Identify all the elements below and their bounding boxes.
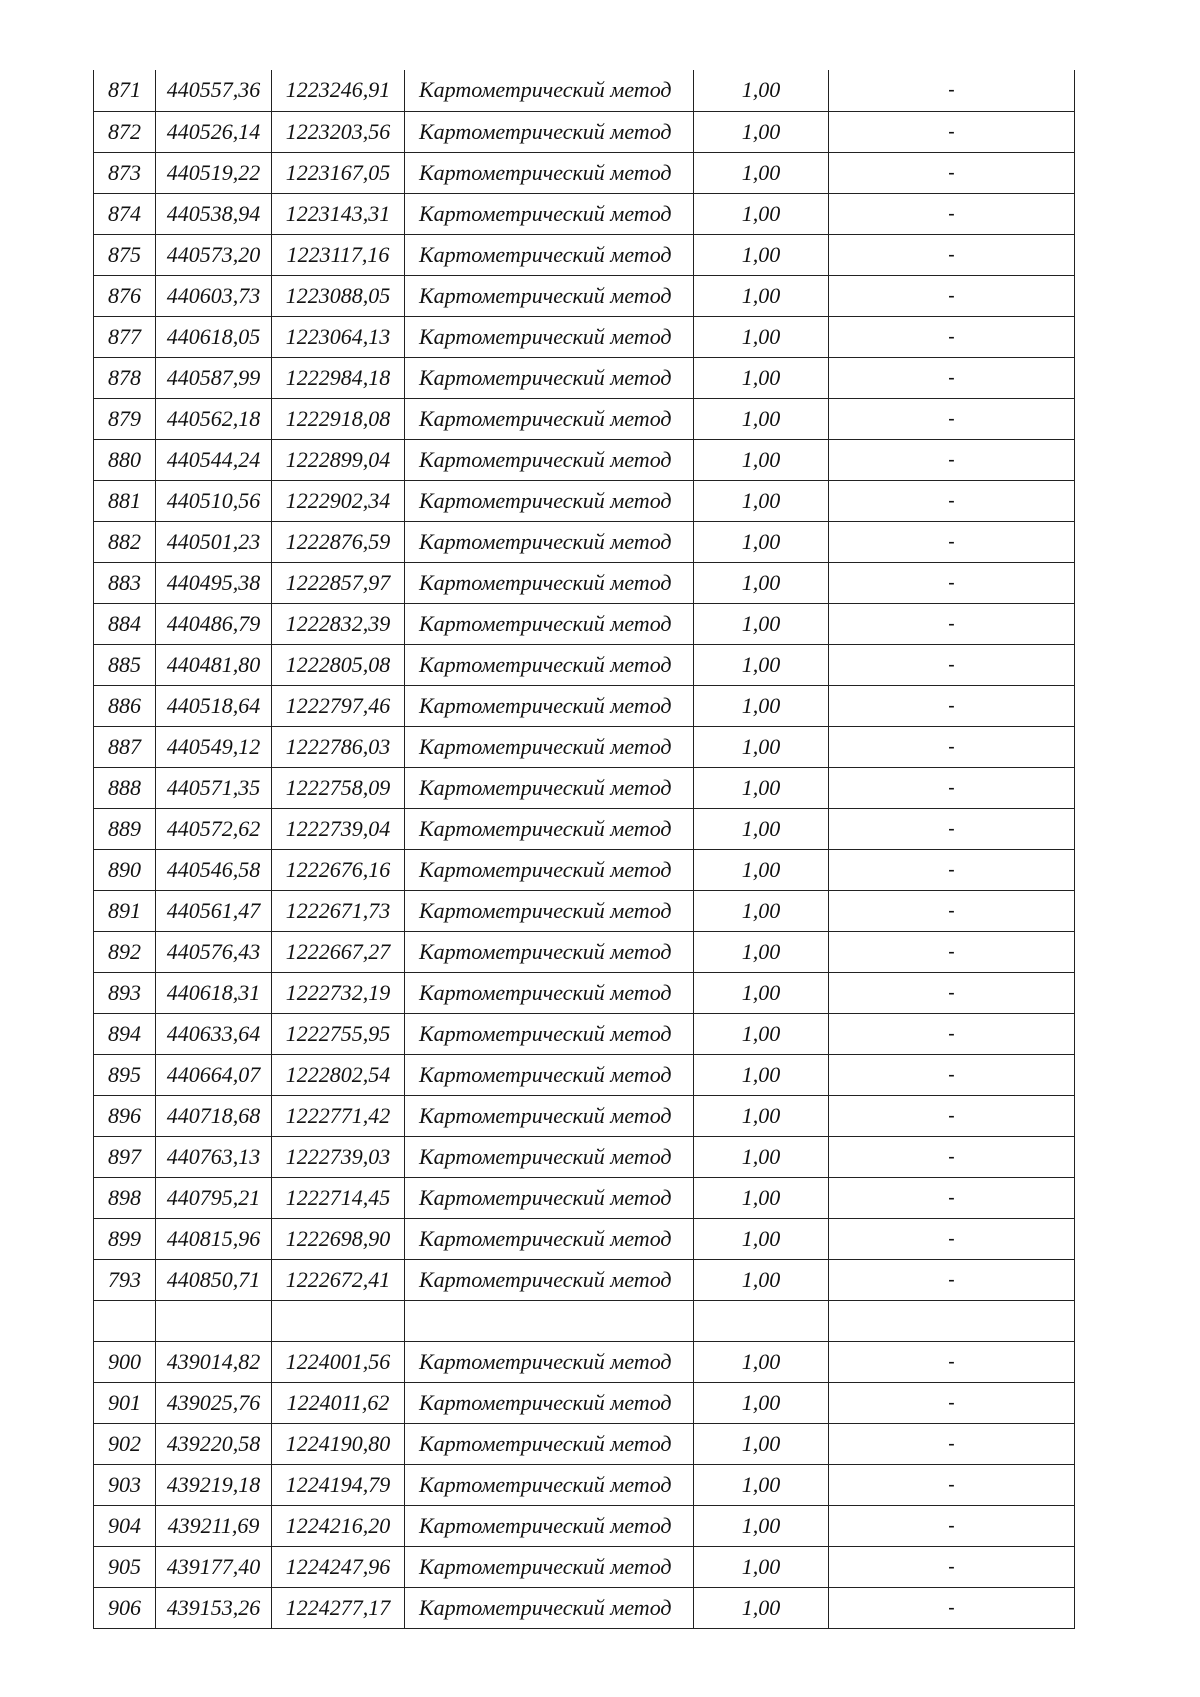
accuracy-cell: 1,00	[694, 1341, 829, 1382]
y-coordinate-cell: 1222732,19	[272, 972, 405, 1013]
table-row	[94, 275, 1075, 316]
method-cell: Картометрический метод	[405, 808, 694, 849]
x-coordinate-cell: 440763,13	[156, 1136, 272, 1177]
point-number-cell: 898	[94, 1177, 156, 1218]
y-coordinate-cell: 1223064,13	[272, 316, 405, 357]
x-coordinate-cell: 440795,21	[156, 1177, 272, 1218]
point-number-cell: 895	[94, 1054, 156, 1095]
method-cell: Картометрический метод	[405, 562, 694, 603]
method-cell: Картометрический метод	[405, 644, 694, 685]
method-cell: Картометрический метод	[405, 1546, 694, 1587]
point-number-cell: 886	[94, 685, 156, 726]
x-coordinate-cell: 440549,12	[156, 726, 272, 767]
accuracy-cell: 1,00	[694, 480, 829, 521]
accuracy-cell: 1,00	[694, 1423, 829, 1464]
x-coordinate-cell: 439177,40	[156, 1546, 272, 1587]
accuracy-cell: 1,00	[694, 70, 829, 111]
method-cell	[405, 1300, 694, 1341]
point-number-cell: 879	[94, 398, 156, 439]
note-cell: -	[829, 808, 1075, 849]
x-coordinate-cell: 440526,14	[156, 111, 272, 152]
point-number-cell: 883	[94, 562, 156, 603]
table-row	[94, 562, 1075, 603]
table-row	[94, 439, 1075, 480]
x-coordinate-cell: 439219,18	[156, 1464, 272, 1505]
point-number-cell: 905	[94, 1546, 156, 1587]
x-coordinate-cell: 440587,99	[156, 357, 272, 398]
method-cell: Картометрический метод	[405, 480, 694, 521]
table-row	[94, 849, 1075, 890]
method-cell: Картометрический метод	[405, 111, 694, 152]
y-coordinate-cell: 1222899,04	[272, 439, 405, 480]
y-coordinate-cell: 1222902,34	[272, 480, 405, 521]
accuracy-cell: 1,00	[694, 1259, 829, 1300]
point-number-cell: 893	[94, 972, 156, 1013]
y-coordinate-cell: 1222758,09	[272, 767, 405, 808]
accuracy-cell	[694, 1300, 829, 1341]
point-number-cell: 889	[94, 808, 156, 849]
note-cell: -	[829, 1382, 1075, 1423]
accuracy-cell: 1,00	[694, 1382, 829, 1423]
accuracy-cell: 1,00	[694, 316, 829, 357]
x-coordinate-cell: 440576,43	[156, 931, 272, 972]
method-cell: Картометрический метод	[405, 767, 694, 808]
y-coordinate-cell: 1222755,95	[272, 1013, 405, 1054]
point-number-cell: 901	[94, 1382, 156, 1423]
method-cell: Картометрический метод	[405, 152, 694, 193]
x-coordinate-cell	[156, 1300, 272, 1341]
x-coordinate-cell: 440618,05	[156, 316, 272, 357]
y-coordinate-cell: 1224194,79	[272, 1464, 405, 1505]
y-coordinate-cell: 1222805,08	[272, 644, 405, 685]
method-cell: Картометрический метод	[405, 1013, 694, 1054]
note-cell: -	[829, 1341, 1075, 1382]
note-cell: -	[829, 70, 1075, 111]
note-cell: -	[829, 1218, 1075, 1259]
x-coordinate-cell: 440486,79	[156, 603, 272, 644]
method-cell: Картометрический метод	[405, 1177, 694, 1218]
accuracy-cell: 1,00	[694, 152, 829, 193]
note-cell: -	[829, 275, 1075, 316]
method-cell: Картометрический метод	[405, 1136, 694, 1177]
coordinates-table-body	[94, 70, 1075, 1628]
point-number-cell: 888	[94, 767, 156, 808]
point-number-cell: 874	[94, 193, 156, 234]
note-cell: -	[829, 480, 1075, 521]
table-row	[94, 808, 1075, 849]
accuracy-cell: 1,00	[694, 1095, 829, 1136]
table-row	[94, 1423, 1075, 1464]
point-number-cell: 891	[94, 890, 156, 931]
y-coordinate-cell: 1224247,96	[272, 1546, 405, 1587]
x-coordinate-cell: 440664,07	[156, 1054, 272, 1095]
note-cell: -	[829, 111, 1075, 152]
x-coordinate-cell: 439220,58	[156, 1423, 272, 1464]
y-coordinate-cell	[272, 1300, 405, 1341]
y-coordinate-cell: 1222698,90	[272, 1218, 405, 1259]
note-cell: -	[829, 439, 1075, 480]
method-cell: Картометрический метод	[405, 726, 694, 767]
method-cell: Картометрический метод	[405, 972, 694, 1013]
y-coordinate-cell: 1222672,41	[272, 1259, 405, 1300]
table-row	[94, 1341, 1075, 1382]
y-coordinate-cell: 1223088,05	[272, 275, 405, 316]
x-coordinate-cell: 440518,64	[156, 685, 272, 726]
x-coordinate-cell: 440561,47	[156, 890, 272, 931]
table-row	[94, 1382, 1075, 1423]
y-coordinate-cell: 1222876,59	[272, 521, 405, 562]
note-cell: -	[829, 1177, 1075, 1218]
table-row	[94, 1464, 1075, 1505]
accuracy-cell: 1,00	[694, 644, 829, 685]
accuracy-cell: 1,00	[694, 439, 829, 480]
accuracy-cell: 1,00	[694, 1546, 829, 1587]
y-coordinate-cell: 1222918,08	[272, 398, 405, 439]
table-row	[94, 1054, 1075, 1095]
accuracy-cell: 1,00	[694, 685, 829, 726]
table-row	[94, 152, 1075, 193]
point-number-cell: 897	[94, 1136, 156, 1177]
note-cell: -	[829, 398, 1075, 439]
point-number-cell: 899	[94, 1218, 156, 1259]
coordinates-table	[93, 70, 1075, 1629]
point-number-cell	[94, 1300, 156, 1341]
x-coordinate-cell: 440501,23	[156, 521, 272, 562]
note-cell: -	[829, 521, 1075, 562]
method-cell: Картометрический метод	[405, 685, 694, 726]
y-coordinate-cell: 1222671,73	[272, 890, 405, 931]
accuracy-cell: 1,00	[694, 972, 829, 1013]
table-row	[94, 726, 1075, 767]
y-coordinate-cell: 1223246,91	[272, 70, 405, 111]
x-coordinate-cell: 440544,24	[156, 439, 272, 480]
y-coordinate-cell: 1222714,45	[272, 1177, 405, 1218]
method-cell: Картометрический метод	[405, 1259, 694, 1300]
y-coordinate-cell: 1222832,39	[272, 603, 405, 644]
point-number-cell: 876	[94, 275, 156, 316]
accuracy-cell: 1,00	[694, 398, 829, 439]
accuracy-cell: 1,00	[694, 767, 829, 808]
point-number-cell: 894	[94, 1013, 156, 1054]
note-cell: -	[829, 562, 1075, 603]
table-row	[94, 1546, 1075, 1587]
point-number-cell: 872	[94, 111, 156, 152]
accuracy-cell: 1,00	[694, 1136, 829, 1177]
accuracy-cell: 1,00	[694, 890, 829, 931]
accuracy-cell: 1,00	[694, 1054, 829, 1095]
method-cell: Картометрический метод	[405, 275, 694, 316]
point-number-cell: 892	[94, 931, 156, 972]
accuracy-cell: 1,00	[694, 849, 829, 890]
table-row	[94, 234, 1075, 275]
table-row	[94, 398, 1075, 439]
x-coordinate-cell: 440557,36	[156, 70, 272, 111]
x-coordinate-cell: 439025,76	[156, 1382, 272, 1423]
method-cell: Картометрический метод	[405, 1095, 694, 1136]
y-coordinate-cell: 1222857,97	[272, 562, 405, 603]
y-coordinate-cell: 1223143,31	[272, 193, 405, 234]
y-coordinate-cell: 1223203,56	[272, 111, 405, 152]
note-cell: -	[829, 1259, 1075, 1300]
y-coordinate-cell: 1222739,03	[272, 1136, 405, 1177]
x-coordinate-cell: 440603,73	[156, 275, 272, 316]
table-row	[94, 111, 1075, 152]
table-row	[94, 70, 1075, 111]
point-number-cell: 793	[94, 1259, 156, 1300]
accuracy-cell: 1,00	[694, 1587, 829, 1628]
note-cell: -	[829, 849, 1075, 890]
x-coordinate-cell: 440519,22	[156, 152, 272, 193]
x-coordinate-cell: 440633,64	[156, 1013, 272, 1054]
table-row	[94, 1095, 1075, 1136]
note-cell: -	[829, 603, 1075, 644]
point-number-cell: 903	[94, 1464, 156, 1505]
note-cell: -	[829, 1505, 1075, 1546]
point-number-cell: 878	[94, 357, 156, 398]
point-number-cell: 887	[94, 726, 156, 767]
note-cell: -	[829, 644, 1075, 685]
method-cell: Картометрический метод	[405, 193, 694, 234]
y-coordinate-cell: 1224216,20	[272, 1505, 405, 1546]
note-cell: -	[829, 1054, 1075, 1095]
method-cell: Картометрический метод	[405, 398, 694, 439]
method-cell: Картометрический метод	[405, 1054, 694, 1095]
x-coordinate-cell: 440618,31	[156, 972, 272, 1013]
method-cell: Картометрический метод	[405, 316, 694, 357]
note-cell: -	[829, 152, 1075, 193]
note-cell: -	[829, 972, 1075, 1013]
note-cell: -	[829, 1423, 1075, 1464]
note-cell: -	[829, 1587, 1075, 1628]
note-cell: -	[829, 890, 1075, 931]
note-cell: -	[829, 1095, 1075, 1136]
table-row	[94, 1177, 1075, 1218]
accuracy-cell: 1,00	[694, 234, 829, 275]
accuracy-cell: 1,00	[694, 275, 829, 316]
note-cell: -	[829, 1464, 1075, 1505]
x-coordinate-cell: 439211,69	[156, 1505, 272, 1546]
point-number-cell: 906	[94, 1587, 156, 1628]
y-coordinate-cell: 1222771,42	[272, 1095, 405, 1136]
method-cell: Картометрический метод	[405, 357, 694, 398]
method-cell: Картометрический метод	[405, 931, 694, 972]
table-row	[94, 603, 1075, 644]
accuracy-cell: 1,00	[694, 1013, 829, 1054]
method-cell: Картометрический метод	[405, 439, 694, 480]
accuracy-cell: 1,00	[694, 931, 829, 972]
y-coordinate-cell: 1222786,03	[272, 726, 405, 767]
y-coordinate-cell: 1222797,46	[272, 685, 405, 726]
x-coordinate-cell: 440510,56	[156, 480, 272, 521]
x-coordinate-cell: 439014,82	[156, 1341, 272, 1382]
method-cell: Картометрический метод	[405, 521, 694, 562]
note-cell: -	[829, 1013, 1075, 1054]
note-cell: -	[829, 234, 1075, 275]
accuracy-cell: 1,00	[694, 193, 829, 234]
table-row	[94, 644, 1075, 685]
x-coordinate-cell: 440573,20	[156, 234, 272, 275]
table-row	[94, 521, 1075, 562]
table-row	[94, 1587, 1075, 1628]
accuracy-cell: 1,00	[694, 1177, 829, 1218]
table-row	[94, 357, 1075, 398]
table-row	[94, 1505, 1075, 1546]
method-cell: Картометрический метод	[405, 234, 694, 275]
method-cell: Картометрический метод	[405, 1464, 694, 1505]
point-number-cell: 881	[94, 480, 156, 521]
point-number-cell: 900	[94, 1341, 156, 1382]
note-cell: -	[829, 316, 1075, 357]
method-cell: Картометрический метод	[405, 1382, 694, 1423]
table-row	[94, 1136, 1075, 1177]
x-coordinate-cell: 440546,58	[156, 849, 272, 890]
point-number-cell: 902	[94, 1423, 156, 1464]
note-cell: -	[829, 726, 1075, 767]
accuracy-cell: 1,00	[694, 603, 829, 644]
table-row	[94, 480, 1075, 521]
point-number-cell: 890	[94, 849, 156, 890]
accuracy-cell: 1,00	[694, 726, 829, 767]
table-row	[94, 316, 1075, 357]
y-coordinate-cell: 1222676,16	[272, 849, 405, 890]
x-coordinate-cell: 440850,71	[156, 1259, 272, 1300]
accuracy-cell: 1,00	[694, 521, 829, 562]
accuracy-cell: 1,00	[694, 111, 829, 152]
note-cell: -	[829, 685, 1075, 726]
table-row	[94, 890, 1075, 931]
x-coordinate-cell: 440572,62	[156, 808, 272, 849]
method-cell: Картометрический метод	[405, 849, 694, 890]
point-number-cell: 877	[94, 316, 156, 357]
point-number-cell: 880	[94, 439, 156, 480]
note-cell: -	[829, 1136, 1075, 1177]
x-coordinate-cell: 440571,35	[156, 767, 272, 808]
method-cell: Картометрический метод	[405, 1341, 694, 1382]
point-number-cell: 882	[94, 521, 156, 562]
y-coordinate-cell: 1224001,56	[272, 1341, 405, 1382]
note-cell: -	[829, 1546, 1075, 1587]
note-cell: -	[829, 193, 1075, 234]
x-coordinate-cell: 440538,94	[156, 193, 272, 234]
point-number-cell: 875	[94, 234, 156, 275]
y-coordinate-cell: 1224190,80	[272, 1423, 405, 1464]
point-number-cell: 885	[94, 644, 156, 685]
x-coordinate-cell: 440495,38	[156, 562, 272, 603]
point-number-cell: 873	[94, 152, 156, 193]
point-number-cell: 871	[94, 70, 156, 111]
table-row	[94, 767, 1075, 808]
accuracy-cell: 1,00	[694, 808, 829, 849]
table-row	[94, 1013, 1075, 1054]
method-cell: Картометрический метод	[405, 1505, 694, 1546]
accuracy-cell: 1,00	[694, 357, 829, 398]
note-cell: -	[829, 931, 1075, 972]
method-cell: Картометрический метод	[405, 890, 694, 931]
table-row	[94, 972, 1075, 1013]
accuracy-cell: 1,00	[694, 1505, 829, 1546]
table-row	[94, 1218, 1075, 1259]
accuracy-cell: 1,00	[694, 1218, 829, 1259]
y-coordinate-cell: 1222984,18	[272, 357, 405, 398]
method-cell: Картометрический метод	[405, 1587, 694, 1628]
point-number-cell: 896	[94, 1095, 156, 1136]
x-coordinate-cell: 440718,68	[156, 1095, 272, 1136]
y-coordinate-cell: 1222739,04	[272, 808, 405, 849]
method-cell: Картометрический метод	[405, 603, 694, 644]
method-cell: Картометрический метод	[405, 1218, 694, 1259]
point-number-cell: 884	[94, 603, 156, 644]
y-coordinate-cell: 1222667,27	[272, 931, 405, 972]
note-cell: -	[829, 357, 1075, 398]
table-row	[94, 193, 1075, 234]
x-coordinate-cell: 440481,80	[156, 644, 272, 685]
y-coordinate-cell: 1222802,54	[272, 1054, 405, 1095]
note-cell	[829, 1300, 1075, 1341]
note-cell: -	[829, 767, 1075, 808]
y-coordinate-cell: 1223167,05	[272, 152, 405, 193]
x-coordinate-cell: 439153,26	[156, 1587, 272, 1628]
method-cell: Картометрический метод	[405, 1423, 694, 1464]
x-coordinate-cell: 440562,18	[156, 398, 272, 439]
y-coordinate-cell: 1223117,16	[272, 234, 405, 275]
accuracy-cell: 1,00	[694, 562, 829, 603]
y-coordinate-cell: 1224011,62	[272, 1382, 405, 1423]
y-coordinate-cell: 1224277,17	[272, 1587, 405, 1628]
table-row	[94, 931, 1075, 972]
x-coordinate-cell: 440815,96	[156, 1218, 272, 1259]
accuracy-cell: 1,00	[694, 1464, 829, 1505]
point-number-cell: 904	[94, 1505, 156, 1546]
table-row	[94, 1300, 1075, 1341]
table-row	[94, 1259, 1075, 1300]
table-row	[94, 685, 1075, 726]
method-cell: Картометрический метод	[405, 70, 694, 111]
